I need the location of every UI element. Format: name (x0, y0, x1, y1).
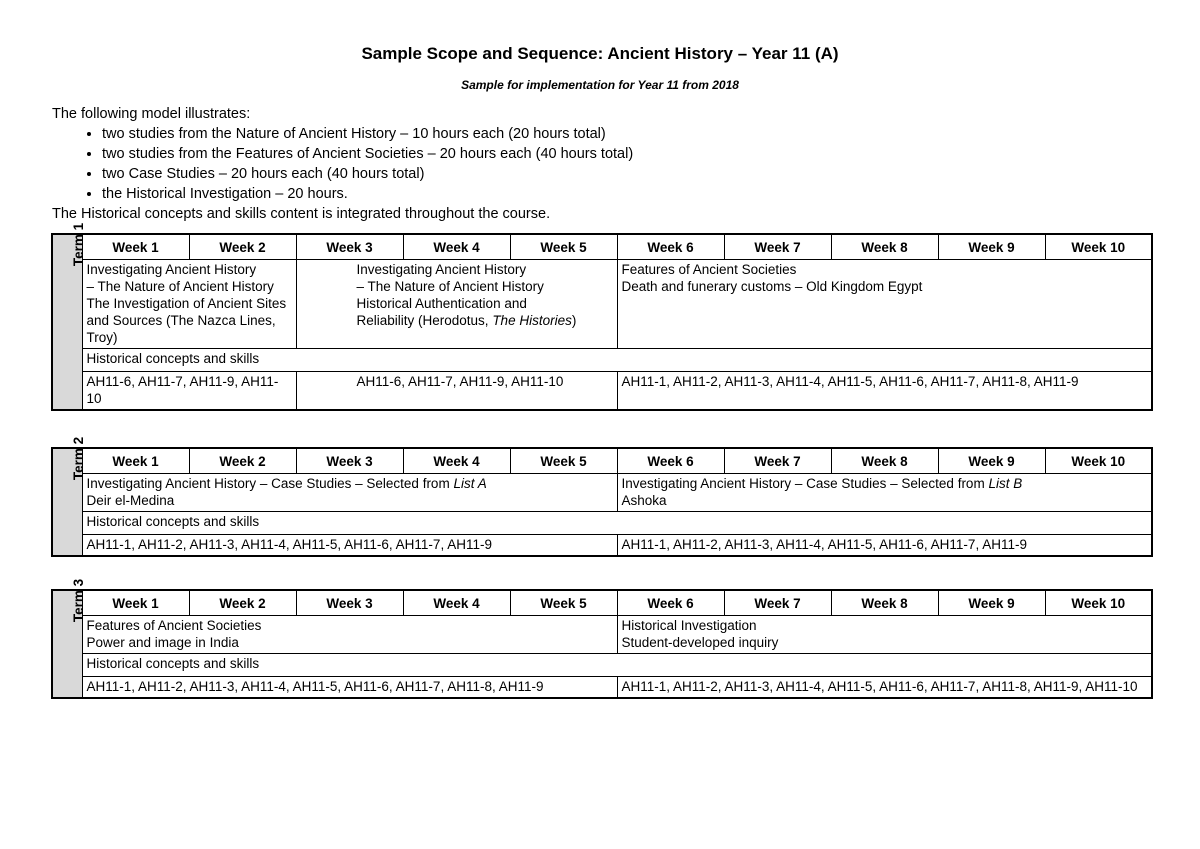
week-header-row (52, 448, 1152, 474)
study-line: Investigating Ancient History – Case Studies – Selected from List A (86, 476, 487, 491)
study-cell (617, 616, 1152, 654)
intro-section (52, 104, 633, 224)
study-line: Deir el-Medina (86, 493, 175, 508)
week-header: Week 3 (296, 448, 403, 474)
study-line: Investigating Ancient History – Case Studies – Selected from List B (621, 476, 1023, 491)
term-label: Term 3 (52, 590, 82, 698)
study-line: Investigating Ancient History (356, 262, 527, 277)
week-header: Week 4 (403, 448, 510, 474)
intro-lead: The following model illustrates: (52, 106, 251, 122)
outcomes-cell: AH11-6, AH11-7, AH11-9, AH11-10 (296, 372, 617, 411)
outcomes-cell: AH11-1, AH11-2, AH11-3, AH11-4, AH11-5, AH11-6, AH11-7, AH11-8, AH11-9 (82, 677, 617, 699)
term-label: Term 2 (52, 448, 82, 556)
concepts-row (52, 512, 1152, 535)
study-cell (617, 474, 1152, 512)
week-header: Week 1 (82, 234, 189, 260)
week-header: Week 7 (724, 590, 831, 616)
intro-closing: The Historical concepts and skills content is integrated throughout the course. (52, 206, 551, 222)
term-label: Term 1 (52, 234, 82, 410)
outcomes-cell: AH11-1, AH11-2, AH11-3, AH11-4, AH11-5, AH11-6, AH11-7, AH11-9 (617, 535, 1152, 557)
week-header-row (52, 590, 1152, 616)
intro-bullet: • the Historical Investigation – 20 hours. (102, 184, 633, 204)
study-line: Power and image in India (86, 635, 239, 650)
study-line: Troy) (86, 330, 118, 345)
week-header: Week 6 (617, 590, 724, 616)
study-line: Reliability (Herodotus, The Histories) (356, 313, 577, 328)
intro-bullet: • two studies from the Nature of Ancient History – 10 hours each (20 hours total) (102, 124, 633, 144)
concepts-label: Historical concepts and skills (82, 512, 1152, 535)
week-header: Week 10 (1045, 448, 1152, 474)
week-header: Week 1 (82, 590, 189, 616)
week-header: Week 10 (1045, 590, 1152, 616)
week-header: Week 9 (938, 448, 1045, 474)
study-cell (296, 260, 617, 349)
study-line: Historical Investigation (621, 618, 757, 633)
week-header: Week 3 (296, 590, 403, 616)
concepts-label: Historical concepts and skills (82, 349, 1152, 372)
concepts-row (52, 654, 1152, 677)
week-header: Week 8 (831, 448, 938, 474)
week-header: Week 8 (831, 234, 938, 260)
study-line: The Investigation of Ancient Sites (86, 296, 287, 311)
outcomes-row (52, 677, 1152, 699)
week-header: Week 9 (938, 234, 1045, 260)
outcomes-cell: AH11-1, AH11-2, AH11-3, AH11-4, AH11-5, AH11-6, AH11-7, AH11-9 (82, 535, 617, 557)
study-line: – The Nature of Ancient History (86, 279, 274, 294)
study-line: Ashoka (621, 493, 667, 508)
week-header: Week 2 (189, 590, 296, 616)
week-header: Week 1 (82, 448, 189, 474)
study-line: Features of Ancient Societies (621, 262, 797, 277)
week-header: Week 10 (1045, 234, 1152, 260)
week-header: Week 5 (510, 234, 617, 260)
study-line: and Sources (The Nazca Lines, (86, 313, 276, 328)
intro-bullet: • two Case Studies – 20 hours each (40 hours total) (102, 164, 633, 184)
study-cell (617, 260, 1152, 349)
week-header: Week 4 (403, 590, 510, 616)
study-row (52, 260, 1152, 349)
week-header: Week 4 (403, 234, 510, 260)
study-line: Features of Ancient Societies (86, 618, 262, 633)
week-header: Week 9 (938, 590, 1045, 616)
week-header: Week 7 (724, 448, 831, 474)
intro-bullet-list (52, 124, 633, 204)
week-header: Week 8 (831, 590, 938, 616)
week-header: Week 6 (617, 234, 724, 260)
study-cell (82, 474, 617, 512)
week-header: Week 2 (189, 234, 296, 260)
week-header: Week 3 (296, 234, 403, 260)
study-line: Death and funerary customs – Old Kingdom Egypt (621, 279, 923, 294)
week-header-row (52, 234, 1152, 260)
term-3-table (51, 578, 1153, 699)
term-1-table (51, 222, 1153, 411)
week-header: Week 7 (724, 234, 831, 260)
week-header: Week 5 (510, 590, 617, 616)
page-subtitle: Sample for implementation for Year 11 from 2018 (461, 78, 739, 92)
outcomes-cell: AH11-1, AH11-2, AH11-3, AH11-4, AH11-5, AH11-6, AH11-7, AH11-8, AH11-9 (617, 372, 1152, 411)
page-title: Sample Scope and Sequence: Ancient History – Year 11 (A) (361, 44, 839, 63)
study-line: – The Nature of Ancient History (356, 279, 544, 294)
study-row (52, 616, 1152, 654)
concepts-row (52, 349, 1152, 372)
study-cell (82, 260, 296, 349)
study-line: Investigating Ancient History (86, 262, 257, 277)
outcomes-cell: AH11-1, AH11-2, AH11-3, AH11-4, AH11-5, AH11-6, AH11-7, AH11-8, AH11-9, AH11-10 (617, 677, 1152, 699)
study-cell (82, 616, 617, 654)
term-2-table (51, 436, 1153, 557)
week-header: Week 2 (189, 448, 296, 474)
study-line: Historical Authentication and (356, 296, 527, 311)
outcomes-row (52, 535, 1152, 557)
outcomes-cell: AH11-6, AH11-7, AH11-9, AH11-10 (82, 372, 296, 411)
week-header: Week 6 (617, 448, 724, 474)
week-header: Week 5 (510, 448, 617, 474)
study-line: Student-developed inquiry (621, 635, 779, 650)
study-row (52, 474, 1152, 512)
intro-bullet: • two studies from the Features of Ancient Societies – 20 hours each (40 hours total) (102, 144, 633, 164)
concepts-label: Historical concepts and skills (82, 654, 1152, 677)
outcomes-row (52, 372, 1152, 411)
